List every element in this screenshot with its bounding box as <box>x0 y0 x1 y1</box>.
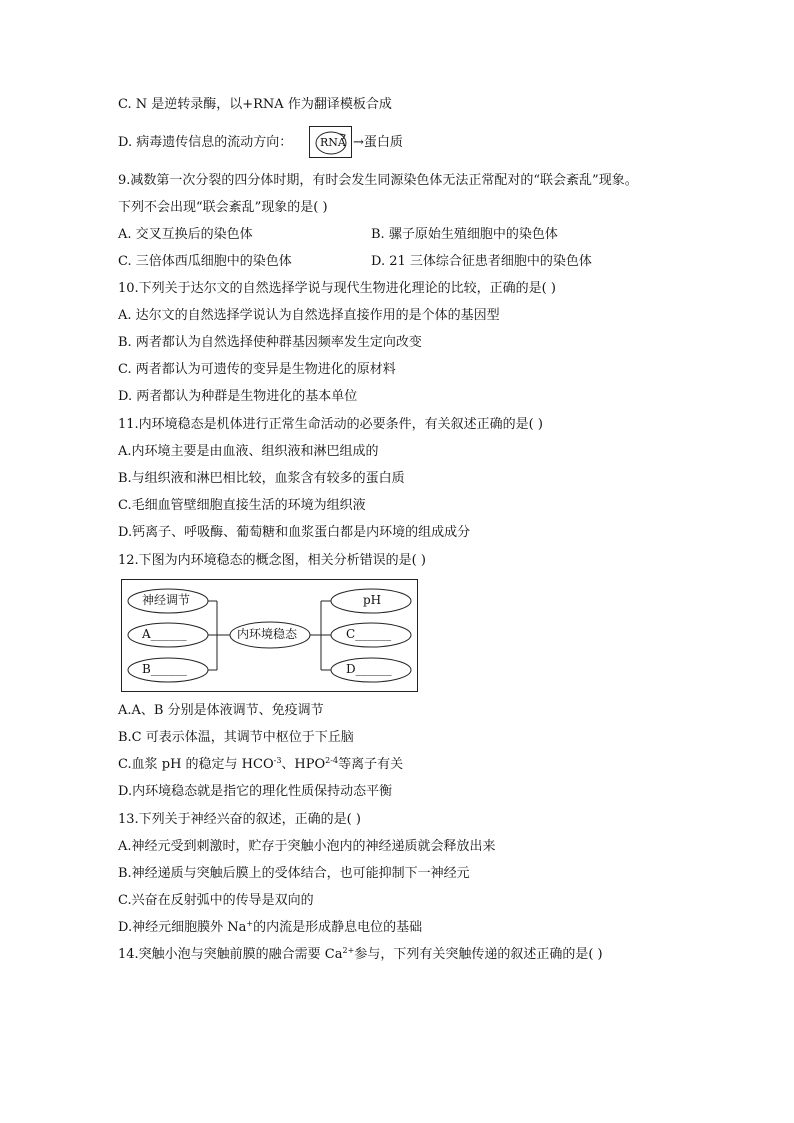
node-homeostasis: 内环境稳态 <box>237 627 298 641</box>
question-9-stem-2: 下列不会出现“联会紊乱”现象的是( ) <box>118 200 328 215</box>
phosphate-charge: 2-4 <box>325 756 339 765</box>
option-12c <box>118 756 403 774</box>
option-12c-post: 等离子有关 <box>338 757 404 772</box>
option-9c: C. 三倍体西瓜细胞中的染色体 <box>118 254 292 269</box>
rna-label: RNA <box>320 136 346 149</box>
node-neural-regulation: 神经调节 <box>142 593 191 607</box>
option-8d-prefix: D. 病毒遗传信息的流动方向： <box>118 135 293 150</box>
option-13d <box>118 919 422 937</box>
option-11d: D.钙离子、呼吸酶、葡萄糖和血浆蛋白都是内环境的组成成分 <box>118 525 471 540</box>
option-12a: A.A、B 分别是体液调节、免疫调节 <box>118 703 324 718</box>
node-ph: pH <box>363 593 382 607</box>
option-9a: A. 交叉互换后的染色体 <box>118 227 253 242</box>
option-12d: D.内环境稳态就是指它的理化性质保持动态平衡 <box>118 784 393 799</box>
option-10a: A. 达尔文的自然选择学说认为自然选择直接作用的是个体的基因型 <box>118 308 500 323</box>
option-13d-pre: D.神经元细胞膜外 Na <box>118 920 247 935</box>
rna-cycle-box <box>309 126 352 158</box>
option-9b: B. 骡子原始生殖细胞中的染色体 <box>371 227 558 242</box>
question-12-stem: 12.下图为内环境稳态的概念图，相关分析错误的是( ) <box>118 553 426 568</box>
question-14-stem <box>118 946 603 964</box>
option-10d: D. 两者都认为种群是生物进化的基本单位 <box>118 389 358 404</box>
question-14-post: 参与，下列有关突触传递的叙述正确的是( ) <box>354 947 603 962</box>
calcium-charge: 2+ <box>342 946 355 955</box>
bicarbonate-charge: -3 <box>273 756 282 765</box>
question-14-pre: 14.突触小泡与突触前膜的融合需要 Ca <box>118 947 343 962</box>
question-9-stem-1: 9.减数第一次分裂的四分体时期，有时会发生同源染色体无法正常配对的“联会紊乱”现象。 <box>118 173 638 188</box>
node-c: C______ <box>346 627 392 641</box>
option-12c-mid: 、HPO <box>281 757 326 772</box>
option-9d: D. 21 三体综合征患者细胞中的染色体 <box>371 254 592 269</box>
option-8c: C. N 是逆转录酶，以+RNA 作为翻译模板合成 <box>118 97 392 112</box>
option-13c: C.兴奋在反射弧中的传导是双向的 <box>118 893 314 908</box>
option-13b: B.神经递质与突触后膜上的受体结合，也可能抑制下一神经元 <box>118 866 470 881</box>
option-8d-suffix: →蛋白质 <box>353 135 403 150</box>
homeostasis-concept-diagram <box>121 579 418 692</box>
option-11b: B.与组织液和淋巴相比较，血浆含有较多的蛋白质 <box>118 471 405 486</box>
question-10-stem: 10.下列关于达尔文的自然选择学说与现代生物进化理论的比较，正确的是( ) <box>118 281 556 296</box>
question-13-stem: 13.下列关于神经兴奋的叙述，正确的是( ) <box>118 812 361 827</box>
option-12c-pre: C.血浆 pH 的稳定与 HCO <box>118 757 274 772</box>
option-11a: A.内环境主要是由血液、组织液和淋巴组成的 <box>118 444 379 459</box>
option-10b: B. 两者都认为自然选择使种群基因频率发生定向改变 <box>118 335 422 350</box>
question-11-stem: 11.内环境稳态是机体进行正常生命活动的必要条件，有关叙述正确的是( ) <box>118 417 543 432</box>
option-10c: C. 两者都认为可遗传的变异是生物进化的原材料 <box>118 362 396 377</box>
option-8d <box>118 134 292 152</box>
node-d: D______ <box>346 662 392 676</box>
node-a: A______ <box>142 627 187 641</box>
node-b: B______ <box>142 662 187 676</box>
sodium-charge: + <box>246 919 254 928</box>
option-11c: C.毛细血管壁细胞直接生活的环境为组织液 <box>118 498 366 513</box>
option-12b: B.C 可表示体温，其调节中枢位于下丘脑 <box>118 730 354 745</box>
option-13d-post: 的内流是形成静息电位的基础 <box>253 920 423 935</box>
option-13a: A.神经元受到刺激时，贮存于突触小泡内的神经递质就会释放出来 <box>118 839 496 854</box>
